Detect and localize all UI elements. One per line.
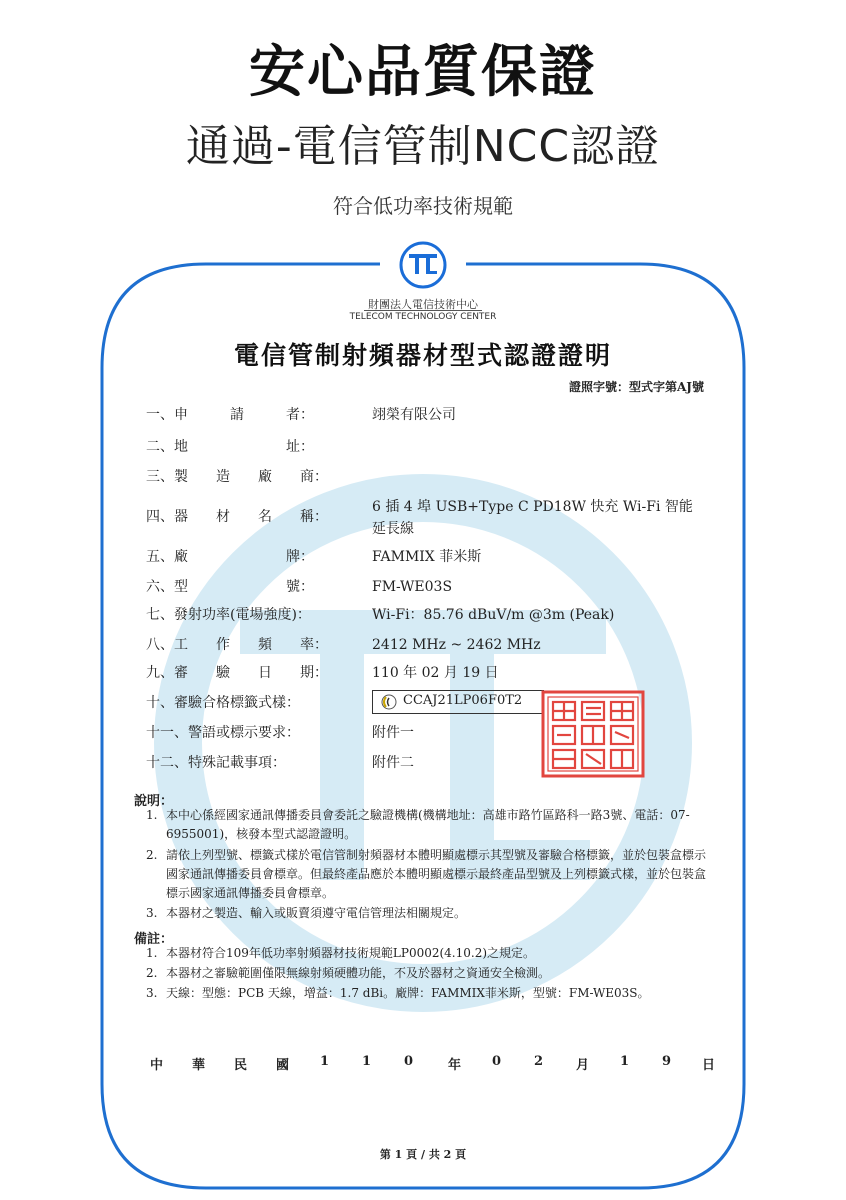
field-value: FM-WE03S	[372, 579, 453, 595]
field-value: 翊榮有限公司	[372, 407, 456, 423]
date-char: 華	[192, 1058, 206, 1073]
field-value: 附件二	[372, 755, 414, 771]
field-label: 十、審驗合格標籤式樣：	[146, 695, 300, 711]
subheadline: 通過-電信管制NCC認證	[185, 121, 661, 172]
red-seal-stamp-icon	[541, 690, 645, 778]
field-label: 十二、特殊記載事項：	[146, 755, 286, 771]
field-label: 八、工 作 頻 率：	[146, 637, 328, 653]
date-char: 年	[448, 1058, 462, 1073]
field-label: 九、審 驗 日 期：	[146, 665, 328, 681]
date-char: 民	[234, 1058, 248, 1073]
date-char: 1	[620, 1054, 630, 1069]
certificate-title: 電信管制射頻器材型式認證證明	[233, 341, 612, 370]
date-char: 月	[576, 1058, 590, 1073]
date-char: 中	[150, 1058, 164, 1073]
field-value: 附件一	[372, 725, 414, 741]
explanation-title: 說明：	[134, 794, 174, 809]
date-char: 1	[362, 1054, 372, 1069]
field-label: 六、型 號：	[146, 579, 314, 595]
field-label: 二、地 址：	[146, 439, 314, 455]
field-label: 七、發射功率(電場強度)：	[146, 607, 311, 623]
field-value: 6 插 4 埠 USB+Type C PD18W 快充 Wi-Fi 智能延長線	[372, 499, 693, 537]
org-name-en: TELECOM TECHNOLOGY CENTER	[349, 312, 497, 322]
date-char: 國	[276, 1058, 290, 1073]
date-char: 1	[320, 1054, 330, 1069]
field-label: 五、廠 牌：	[146, 549, 314, 565]
date-char: 0	[404, 1054, 414, 1069]
field-label: 四、器 材 名 稱：	[146, 509, 328, 525]
field-label: 一、申 請 者：	[146, 407, 314, 423]
approval-label-mark	[372, 690, 544, 714]
field-value: FAMMIX 菲米斯	[372, 549, 482, 565]
field-value: Wi-Fi：85.76 dBuV/m @3m (Peak)	[372, 607, 615, 623]
org-name-cn: 財團法人電信技術中心	[368, 298, 478, 311]
approval-label-code: CCAJ21LP06F0T2	[403, 693, 523, 708]
ttc-logo-icon	[398, 240, 448, 290]
field-value: 2412 MHz ~ 2462 MHz	[372, 637, 541, 653]
field-label: 十一、警語或標示要求：	[146, 725, 300, 741]
date-char: 2	[534, 1054, 544, 1069]
date-char: 9	[662, 1054, 672, 1069]
tagline: 符合低功率技術規範	[333, 194, 513, 218]
date-char: 0	[492, 1054, 502, 1069]
ncc-mark-icon	[381, 694, 397, 710]
date-char: 日	[702, 1058, 716, 1073]
headline: 安心品質保證	[249, 40, 597, 105]
org-divider	[364, 310, 482, 311]
remarks-title: 備註：	[134, 932, 174, 947]
certificate-number: 證照字號：型式字第AJ號	[569, 380, 704, 394]
page-number: 第 1 頁 / 共 2 頁	[379, 1148, 467, 1161]
field-label: 三、製 造 廠 商：	[146, 469, 328, 485]
field-value: 110 年 02 月 19 日	[372, 665, 499, 681]
